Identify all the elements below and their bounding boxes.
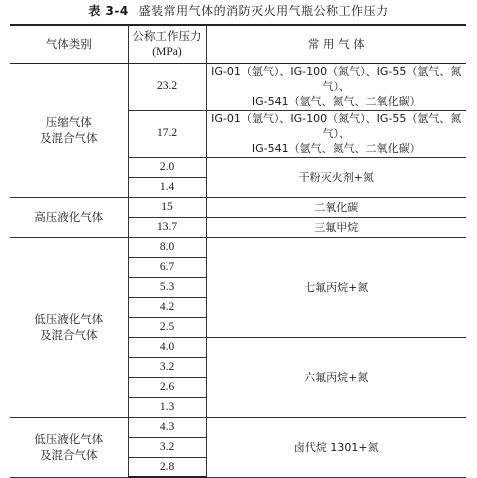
gas-ig-b-line2: IG-541（氩气、氮气、二氧化碳） <box>251 142 421 156</box>
pressure-cell: 2.8 <box>128 457 206 477</box>
category-compressed-line2: 及混合气体 <box>40 131 98 146</box>
pressure-cell: 5.3 <box>128 277 206 297</box>
pressure-cell: 2.0 <box>128 157 206 177</box>
pressure-cell: 4.0 <box>128 337 206 357</box>
category-low-mixed-1-line2: 及混合气体 <box>40 328 98 343</box>
pressure-cell: 23.2 <box>128 63 206 110</box>
pressure-cell: 17.2 <box>128 110 206 157</box>
gas-ig-a-line2: IG-541（氩气、氮气、二氧化碳） <box>251 95 421 109</box>
table-caption <box>0 2 477 19</box>
category-low-mixed-1-line1: 低压液化气体 <box>34 311 104 326</box>
gas-hexafluoropropane: 六氟丙烷+氮 <box>206 337 466 417</box>
gas-heptafluoropropane: 七氟丙烷+氮 <box>206 237 466 337</box>
pressure-cell: 2.5 <box>128 317 206 337</box>
pressure-cell: 4.2 <box>128 297 206 317</box>
gas-ig-b-line1: IG-01（氩气）、IG-100（氮气）、IG-55（氩气、氮气）、 <box>211 111 462 141</box>
category-low-pressure-mixed-2 <box>10 417 128 477</box>
table-number: 表 3-4 <box>88 4 129 18</box>
table-title: 盛装常用气体的消防灭火用气瓶公称工作压力 <box>138 4 389 18</box>
pressure-cell: 4.3 <box>128 417 206 437</box>
pressure-cell: 6.7 <box>128 257 206 277</box>
category-low-pressure-mixed <box>10 237 128 417</box>
pressure-cell: 3.2 <box>128 357 206 377</box>
gas-halon: 卤代烷 1301+氮 <box>206 417 466 477</box>
category-high-pressure: 高压液化气体 <box>10 197 128 237</box>
gas-ig-a <box>206 63 466 110</box>
pressure-cell: 1.3 <box>128 397 206 417</box>
header-category: 气体类别 <box>10 25 128 63</box>
pressure-cell: 8.0 <box>128 237 206 257</box>
pressure-cell: 1.4 <box>128 177 206 197</box>
pressure-cell: 2.6 <box>128 377 206 397</box>
pressure-cell: 3.2 <box>128 437 206 457</box>
gas-ig-a-line1: IG-01（氩气）、IG-100（氮气）、IG-55（氩气、氮气）、 <box>211 64 462 93</box>
header-gas: 常 用 气 体 <box>206 25 466 63</box>
category-compressed <box>10 63 128 197</box>
pressure-table <box>10 24 466 478</box>
gas-ig-b <box>206 110 466 157</box>
header-pressure <box>128 25 206 63</box>
header-pressure-line2: (MPa) <box>152 46 182 59</box>
gas-dry-powder: 干粉灭火剂+氮 <box>206 157 466 197</box>
header-pressure-line1: 公称工作压力 <box>132 29 202 44</box>
category-low-mixed-2-line1: 低压液化气体 <box>34 431 104 446</box>
pressure-cell: 15 <box>128 197 206 217</box>
category-low-mixed-2-line2: 及混合气体 <box>40 448 98 463</box>
pressure-cell: 13.7 <box>128 217 206 237</box>
gas-co2: 二氧化碳 <box>206 197 466 217</box>
category-compressed-line1: 压缩气体 <box>45 114 92 129</box>
gas-trifluoromethane: 三氟甲烷 <box>206 217 466 237</box>
